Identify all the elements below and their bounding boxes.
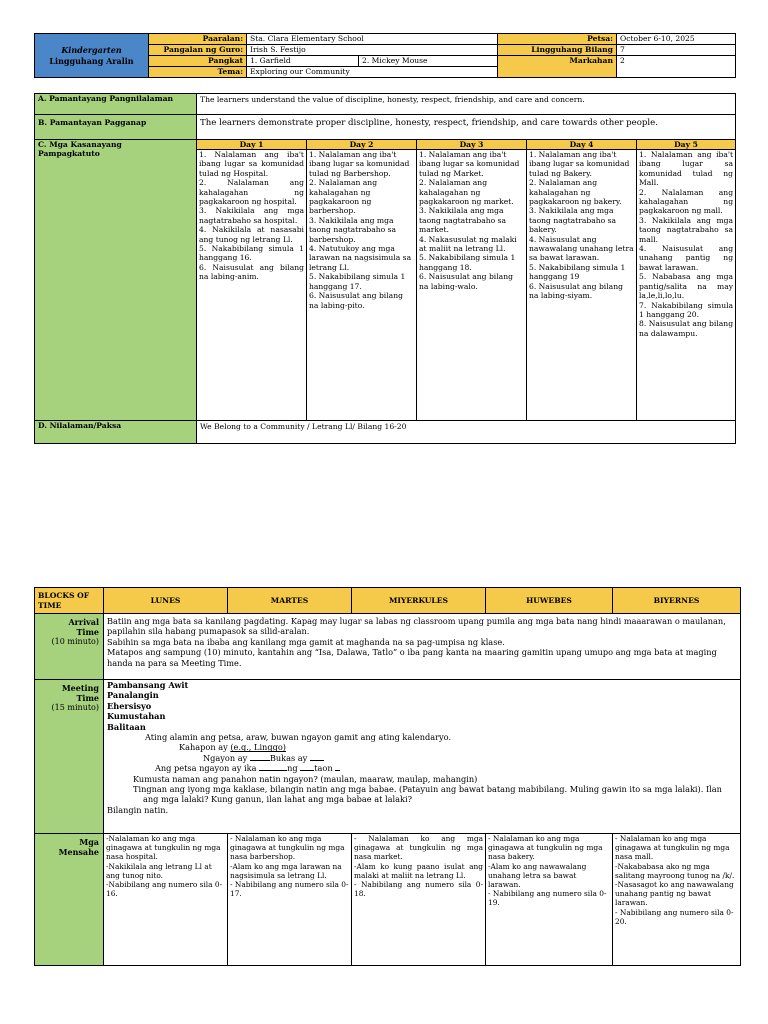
competency: 1. Nalalaman ang iba't ibang lugar sa komunidad tulad ng Hospital. (199, 150, 304, 178)
petsa-prefix: Ang petsa ngayon ay ika (155, 763, 260, 774)
tema-value: Exploring our Community (247, 67, 498, 78)
meeting-label-1: Meeting (61, 683, 99, 693)
linggo-label: Lingguhang Bilang (498, 45, 617, 56)
mensahe-line: -Nalalaman ko ang mga ginagawa at tungkulin ng mga nasa hospital. (106, 834, 221, 862)
meeting-label-2: Time (76, 693, 99, 703)
day-header-3: Day 3 (417, 140, 527, 150)
bukas-prefix: Bukas ay (269, 752, 310, 763)
mensahe-line: - Nalalaman ko ang mga ginagawa at tungkulin ng mga nasa market. (354, 834, 483, 862)
meeting-item: Pambansang Awit (107, 680, 189, 690)
ngayon-blank (250, 753, 270, 761)
kahapon-example: (e.g., Linggo) (230, 742, 286, 753)
arrival-time-content (104, 614, 741, 680)
petsa-day-blank (259, 763, 287, 771)
standard-c-label-2: Pampagkatuto (38, 149, 100, 159)
arrival-label-2: Time (76, 627, 99, 637)
calendar-line: Ating alamin ang petsa, araw, buwan ngayon gamit ang ating kalendaryo. (145, 732, 452, 743)
day-column-miyerkules: MIYERKULES (352, 588, 486, 614)
arrival-line: Sabihin sa mga bata na ibaba ang kanilang mga gamit at maghanda na sa pag-umpisa ng klase. (107, 636, 505, 647)
mensahe-martes (228, 834, 352, 966)
standard-a-text: The learners understand the value of discipline, honesty, respect, friendship, and care and concern. (197, 94, 736, 115)
petsa-label: Petsa: (498, 34, 617, 45)
petsa-year-blank (335, 763, 340, 771)
competency: 6. Naisusulat ang bilang na labing-anim. (199, 262, 304, 282)
ngayon-prefix: Ngayon ay (203, 752, 250, 763)
header-title-line1: Kindergarten (61, 44, 122, 55)
bukas-blank (310, 753, 324, 761)
standard-d-text: We Belong to a Community / Letrang Ll/ Bilang 16-20 (197, 421, 736, 444)
kahapon-line (107, 742, 737, 752)
mensahe-line: - Nalalaman ko ang mga ginagawa at tungkulin ng mga nasa bakery. (488, 834, 603, 862)
competency: 3. Nakikilala ang mga taong nagtatrabaho sa mall. (639, 215, 734, 244)
competency: 4. Naisusulat ang unahang pantig ng bawat larawan. (639, 244, 734, 272)
meeting-time-content (104, 680, 741, 834)
count-line: Bilangin natin. (107, 804, 169, 815)
standard-d-label: D. Nilalaman/Paksa (35, 421, 197, 444)
pangkat-2: 2. Mickey Mouse (359, 56, 498, 67)
day-header-4: Day 4 (527, 140, 637, 150)
competency: 4. Nakikilala at nasasabi ang tunog ng letrang Ll. (199, 225, 304, 244)
petsa-taon: taon (314, 763, 336, 774)
competency: 1. Nalalaman ang iba't ibang lugar sa komunidad tulad ng Barbershop. (309, 150, 410, 178)
arrival-duration: (10 minuto) (51, 637, 99, 646)
competency: 1. Nalalaman ang iba't ibang lugar sa komunidad tulad ng Bakery. (529, 150, 630, 178)
petsa-line (107, 763, 737, 773)
competency: 5. Nakabibilang simula 1 hanggang 19 (529, 262, 626, 282)
mensahe-line: - Nabibilang ang numero sila 0-17. (230, 880, 349, 899)
competency: 2. Nalalaman ang kahalagahan ng pagkakaroon ng mall. (639, 187, 734, 216)
day-column-biyernes: BIYERNES (613, 588, 741, 614)
meeting-item: Balitaan (107, 721, 146, 732)
markahan-label: Markahan (498, 56, 617, 78)
petsa-month-blank (300, 763, 314, 771)
arrival-label-1: Arrival (68, 617, 99, 627)
competency: 6. Naisusulat ang bilang na labing-siyam. (529, 281, 623, 301)
competency: 5. Nakabibilang simula 1 hanggang 16. (199, 244, 304, 263)
competency: 3. Nakikilala ang mga nagtatrabaho sa hospital. (199, 206, 304, 225)
ngayon-line (107, 753, 737, 763)
mensahe-huwebes (486, 834, 613, 966)
day-3-competencies (417, 150, 527, 421)
mensahe-label-2: Mensahe (58, 847, 99, 857)
classmates-line: Tingnan ang iyong mga kaklase, bilangin natin ang mga babae. (Patayuin ang bawat batang mabibilang. Muling gawin ito sa mga lalaki). Ilan ang mga lalaki? Kung ganun, ilan lahat ang mga babae at lalaki? (133, 784, 722, 805)
mensahe-miyerkules (352, 834, 486, 966)
schedule-table (34, 587, 741, 966)
mensahe-lunes (104, 834, 228, 966)
day-4-competencies (527, 150, 637, 421)
standard-c-label-1: C. Mga Kasanayang (38, 140, 122, 149)
competency: 2. Nalalaman ang kahalagahan ng pagkakaroon ng market. (419, 178, 514, 207)
weather-line: Kumusta naman ang panahon natin ngayon? (maulan, maaraw, maulap, mahangin) (133, 773, 478, 784)
day-column-martes: MARTES (228, 588, 352, 614)
competency: 2. Nalalaman ang kahalagahan ng pagkakaroon ng bakery. (529, 178, 622, 207)
kahapon-prefix: Kahapon ay (179, 742, 231, 753)
competency: 5. Nakabibilang simula 1 hanggang 17. (309, 272, 406, 291)
meeting-item: Ehersisyo (107, 700, 152, 711)
mensahe-line: - Nalalaman ko ang mga ginagawa at tungkulin ng mga nasa barbershop. (230, 834, 345, 862)
competency: 1. Nalalaman ang iba't ibang lugar sa komunidad tulad ng Market. (419, 150, 520, 178)
competency: 6. Naisusulat ang bilang na labing-pito. (309, 291, 403, 310)
mensahe-line: - Nabibilang ang numero sila 0-20. (615, 907, 734, 926)
competency: 3. Nakikilala ang mga taong nagtatrabaho sa market. (419, 206, 507, 235)
standards-table (34, 93, 736, 444)
mensahe-line: -Nabibilang ang numero sila 0-16. (106, 880, 223, 899)
tema-label: Tema: (149, 67, 247, 78)
mensahe-line: - Nabibilang ang numero sila 0-19. (488, 889, 607, 908)
competency: 8. Naisusulat ang bilang na dalawampu. (639, 319, 734, 338)
arrival-line: Matapos ang sampung (10) minuto, kantahin ang “Isa, Dalawa, Tatlo” o iba pang kanta na maaring gamitin upang umupo ang mga bata at maging handa na para sa Meeting Time. (107, 647, 717, 668)
meeting-item: Panalangin (107, 690, 159, 701)
header-title (35, 34, 149, 78)
header-title-line2: Lingguhang Aralin (49, 55, 134, 66)
day-header-5: Day 5 (637, 140, 736, 150)
petsa-ng: ng (287, 763, 301, 774)
competency: 4. Naisusulat ang nawawalang unahang letra sa bawat larawan. (529, 234, 634, 263)
markahan-value: 2 (617, 56, 736, 78)
day-column-huwebes: HUWEBES (486, 588, 613, 614)
mensahe-line: -Nakababasa ako ng mga salitang mayroong tunog na /k/. (615, 861, 735, 880)
competency: 3. Nakikilala ang mga taong nagtatrabaho sa barbershop. (309, 215, 397, 244)
mensahe-label-1: Mga (79, 837, 99, 847)
competency: 6. Naisusulat ang bilang na labing-walo. (419, 272, 513, 291)
blocks-of-time-header: BLOCKS OF TIME (35, 588, 104, 614)
pangkat-label: Pangkat (149, 56, 247, 67)
mensahe-line: -Nasasagot ko ang nawawalang unahang pantig ng bawat larawan. (615, 880, 734, 908)
meeting-time-label (35, 680, 104, 834)
guro-value: Irish S. Festijo (247, 45, 498, 56)
competency: 5. Nababasa ang mga pantig/salita na may la,le,li,lo,lu. (639, 272, 734, 301)
day-5-competencies (637, 150, 736, 421)
competency: 4. Nakasusulat ng malaki at maliit na letrang Ll. (419, 234, 517, 254)
mensahe-line: -Nakikilala ang letrang Ll at ang tunog nito. (106, 861, 212, 880)
guro-label: Pangalan ng Guro: (149, 45, 247, 56)
competency: 2. Nalalaman ang kahalagahan ng pagkakaroon ng hospital. (199, 178, 304, 207)
mensahe-label (35, 834, 104, 966)
meeting-duration: (15 minuto) (51, 703, 99, 712)
standard-c-label (35, 140, 197, 421)
competency: 3. Nakikilala ang mga taong nagtatrabaho sa bakery. (529, 206, 617, 235)
paaralan-label: Paaralan: (149, 34, 247, 45)
pangkat-1: 1. Garfield (247, 56, 359, 67)
linggo-value: 7 (617, 45, 736, 56)
mensahe-line: - Nalalaman ko ang mga ginagawa at tungkulin ng mga nasa mall. (615, 834, 730, 862)
header-table (34, 33, 736, 78)
standard-a-label: A. Pamantayang Pangnilalaman (35, 94, 197, 115)
day-2-competencies (307, 150, 417, 421)
standard-b-label: B. Pamantayan Pagganap (35, 115, 197, 140)
mensahe-line: -Alam ko ang nawawalang unahang letra sa bawat larawan. (488, 861, 587, 890)
meeting-item: Kumustahan (107, 711, 166, 722)
mensahe-line: - Nabibilang ang numero sila 0-18. (354, 880, 483, 899)
day-header-1: Day 1 (197, 140, 307, 150)
standard-b-text: The learners demonstrate proper discipline, honesty, respect, friendship, and care towards other people. (197, 115, 736, 140)
mensahe-line: -Alam ko kung paano isulat ang malaki at maliit na letrang Ll. (354, 861, 483, 880)
competency: 2. Nalalaman ang kahalagahan ng pagkakaroon ng barbershop. (309, 178, 378, 216)
competency: 5. Nakabibilang simula 1 hanggang 18. (419, 253, 516, 272)
day-1-competencies (197, 150, 307, 421)
mensahe-line: -Alam ko ang mga larawan na nagsisimula sa letrang Ll. (230, 861, 342, 880)
petsa-value: October 6-10, 2025 (617, 34, 736, 45)
arrival-line: Batiin ang mga bata sa kanilang pagdating. Kapag may lugar sa labas ng classroom upang pumila ang mga bata nang hindi maaarawan o maulanan, papilahin sila habang pumapasok sa silid-aralan. (107, 616, 726, 637)
mensahe-biyernes (613, 834, 741, 966)
arrival-time-label (35, 614, 104, 680)
day-header-2: Day 2 (307, 140, 417, 150)
paaralan-value: Sta. Clara Elementary School (247, 34, 498, 45)
competency: 4. Natutukoy ang mga larawan na nagsisimula sa letrang Ll. (309, 244, 412, 272)
day-column-lunes: LUNES (104, 588, 228, 614)
competency: 1. Nalalaman ang iba't ibang lugar sa komunidad tulad ng Mall. (639, 150, 734, 188)
competency: 7. Nakabibilang simula 1 hanggang 20. (639, 300, 734, 319)
